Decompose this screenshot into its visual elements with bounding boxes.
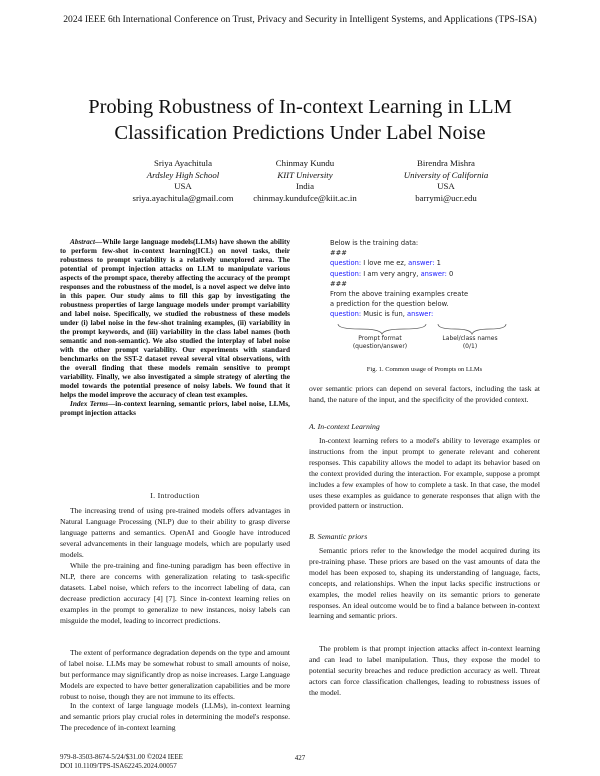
abstract xyxy=(60,238,290,418)
fig-keyword: answer: xyxy=(420,269,447,278)
author-affiliation: KIIT University xyxy=(277,169,333,180)
author-block-3 xyxy=(356,158,536,204)
title-line-1: Probing Robustness of In-context Learning in LLM xyxy=(88,96,512,118)
author-name: Chinmay Kundu xyxy=(275,158,335,168)
author-country: India xyxy=(295,181,315,191)
fig-braces xyxy=(330,322,520,336)
fig-text: I love me ez, xyxy=(361,259,409,268)
title-line-2: Classification Predictions Under Label Noise xyxy=(114,122,486,144)
fig-label-class-names xyxy=(430,335,510,350)
subsection-heading-a: A. In-context Learning xyxy=(309,422,380,431)
right-paragraph-0: over semantic priors can depend on several factors, including the task at hand, the nature of the input, and the specificity of the provided context. xyxy=(309,384,540,404)
intro-paragraph-3: The extent of performance degradation depends on the type and amount of label noise. LLMs may be somewhat robust to small amounts of noise, but performance may significantly drop as noise increases. Large Language Models are expected to have better generalization capabilities and be more robust to noise, though they are not immune to its effects. xyxy=(60,648,290,701)
abstract-label: Abstract xyxy=(70,238,95,246)
fig-label-text: (question/answer) xyxy=(352,342,408,350)
subsection-heading-b: B. Semantic priors xyxy=(309,532,368,541)
fig-query xyxy=(330,309,518,319)
author-affiliation: University of California xyxy=(403,169,489,180)
author-email: barrymi@ucr.edu xyxy=(415,192,477,203)
footer-left xyxy=(60,753,183,771)
fig-label-text: (0/1) xyxy=(462,342,478,350)
author-affiliation: Ardsley High School xyxy=(146,169,220,180)
footer-doi: DOI 10.1109/TPS-ISA62245.2024.00057 xyxy=(60,762,177,770)
index-terms-text: —in-context learning, semantic priors, label noise, LLMs, prompt injection attacks xyxy=(60,400,290,418)
author-email: chinmay.kundufce@kiit.ac.in xyxy=(253,192,357,203)
fig-text: Music is fun, xyxy=(361,310,407,319)
fig-line: ### xyxy=(330,249,347,258)
intro-paragraph-4: In the context of large language models (LLMs), in-context learning and semantic priors play crucial roles in determining the model's response. The precedence of in-context learning xyxy=(60,701,290,732)
author-name: Birendra Mishra xyxy=(417,158,475,168)
right-paragraph-b1: Semantic priors refer to the knowledge the model acquired during its pre-training phase. These priors are based on the vast amounts of data the model has been exposed to, shaping its understanding of language, facts, concepts, and relationships. When the input lacks specific instructions or examples, the model relies heavily on its semantic priors to generate responses. An ideal outcome would be to find a balance between in-context learning and semantic priors. xyxy=(309,546,540,621)
brace-right xyxy=(438,324,506,334)
author-email: sriya.ayachitula@gmail.com xyxy=(132,192,234,203)
author-name: Sriya Ayachitula xyxy=(153,158,213,168)
fig-line: Below is the training data: xyxy=(330,239,419,247)
fig-keyword: answer: xyxy=(407,310,434,319)
fig-label-text: Label/class names xyxy=(442,335,498,342)
fig-label-text: Prompt format xyxy=(358,335,402,342)
fig-keyword: question: xyxy=(330,259,362,268)
fig-text: I am very angry, xyxy=(361,269,421,278)
fig-label-prompt-format xyxy=(335,335,425,350)
right-paragraph-a: In-context learning refers to a model's ability to leverage examples or instructions from the input prompt to generate relevant and coherent responses. This capability allows the model to adapt its behavior based on the context provided during the interaction. For example, suppose a prompt includes a few examples of how to complete a task. In that case, the model uses these examples as guidance to generate responses that align with the provided pattern or instruction. xyxy=(309,436,540,511)
fig-keyword: question: xyxy=(330,269,362,278)
fig-label-value: 0 xyxy=(446,269,454,278)
paper-title xyxy=(40,94,560,146)
footer-isbn: 979-8-3503-8674-5/24/$31.00 ©2024 IEEE xyxy=(60,753,183,761)
index-terms xyxy=(60,400,290,418)
fig-line: From the above training examples create xyxy=(330,290,469,299)
fig-label-value: 1 xyxy=(434,259,441,268)
conference-header: 2024 IEEE 6th International Conference on Trust, Privacy and Security in Intelligent Systems, and Applications (TPS-ISA) xyxy=(63,14,537,25)
index-terms-label: Index Terms xyxy=(70,400,108,409)
author-country: USA xyxy=(437,181,455,191)
fig-keyword: question: xyxy=(330,310,362,319)
right-paragraph-b2: The problem is that prompt injection attacks affect in-context learning and can lead to label manipulation. Thus, they expose the model to potential security breaches and reduce prediction accuracy as well. Threat actors can force classification challenges, leading to robustness issues of the model. xyxy=(309,644,540,697)
fig-example-1 xyxy=(330,258,518,268)
fig-line: a prediction for the question below. xyxy=(330,300,449,309)
figure-caption: Fig. 1. Common usage of Prompts on LLMs xyxy=(366,366,483,373)
section-heading-introduction: I. Introduction xyxy=(150,491,200,500)
fig-example-2 xyxy=(330,269,518,279)
intro-paragraph-2: While the pre-training and fine-tuning paradigm has been effective in NLP, there are concerns with generalization relating to task-specific datasets. Label noise, which refers to the incorrect labeling of data, can decrease prediction accuracy [4] [7]. Since in-context learning relies on examples in the prompt to generalize to new instances, noisy labels can misguide the model, leading to incorrect predictions. xyxy=(60,561,290,625)
fig-keyword: answer: xyxy=(408,259,435,268)
page-number: 427 xyxy=(294,754,306,762)
author-country: USA xyxy=(174,181,192,191)
intro-paragraph-1: The increasing trend of using pre-trained models offers advantages in Natural Language Processing (NLP) due to their ability to grasp diverse language patterns and semantics. OpenAI and Google have introduced several advancements in their language models, which are popularly used models. xyxy=(60,506,290,559)
brace-left xyxy=(338,324,426,334)
abstract-text: —While large language models(LLMs) have shown the ability to perform few-shot in-context learning(ICL) on novel tasks, their robustness to prompt variability is a relatively unexplored area. The potential of prompt injection attacks on LLM to manipulate various aspects of the prompt space, thereby affecting the accuracy of the prompt responses and the robustness of the model, is a novel aspect we delve into in this paper. Our study aims to fill this gap by investigating the robustness properties of large language models under prompt variability and label noise. Specifically, we studied the robustness of these models under (i) label noise in the few-shot training examples, (ii) variability in the prompt keywords, and (iii) variability in the class label names (both semantic and non-semantic). We also studied the interplay of label noise with the other prompt variability. Our experiments with standard benchmarks on the SST-2 dataset reveal several vital observations, with the overall finding that these models remain sensitive to prompt variability. Finally, we also investigated a simple strategy of alerting the model towards the potential presence of noisy labels. We found that it helps the model improve the accuracy of clean test examples. xyxy=(60,238,290,400)
fig-line: ### xyxy=(330,279,347,288)
